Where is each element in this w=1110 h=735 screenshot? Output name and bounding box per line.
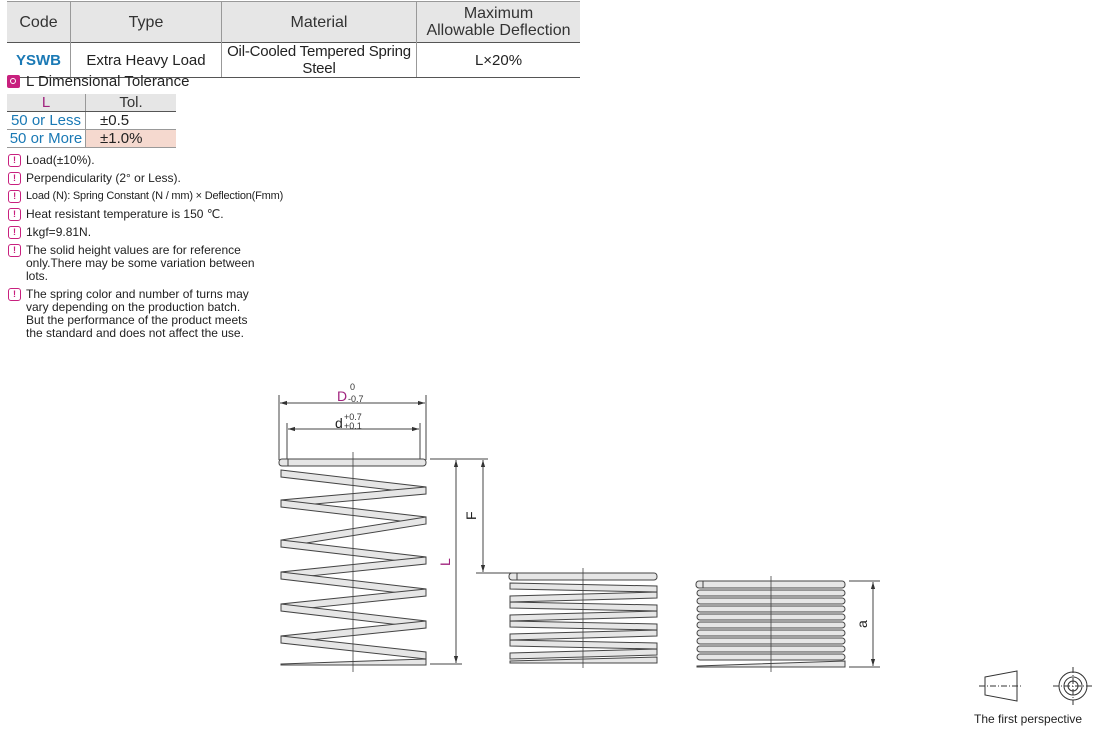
perspective-label: The first perspective — [974, 712, 1083, 726]
warning-icon: ! — [8, 190, 21, 203]
note-text: 1kgf=9.81N. — [26, 225, 92, 239]
note-text: Perpendicularity (2° or Less). — [26, 171, 181, 185]
inner-dim-symbol: d — [335, 415, 343, 431]
tol-value: ±1.0% — [86, 130, 177, 148]
code-value: YSWB — [7, 43, 71, 78]
label-a: a — [854, 620, 870, 628]
warning-icon: ! — [8, 208, 21, 221]
projection-symbol-icon — [979, 667, 1093, 705]
inner-dim-lower: +0.1 — [344, 421, 362, 431]
tolerance-title-text: L Dimensional Tolerance — [26, 73, 190, 90]
material-value: Oil-Cooled Tempered Spring Steel — [222, 43, 417, 78]
header-code: Code — [7, 2, 71, 43]
tol-header-tol: Tol. — [86, 94, 177, 112]
tol-header-l: L — [7, 94, 86, 112]
tol-l-value: 50 or Less — [7, 112, 86, 130]
warning-icon: ! — [8, 288, 21, 301]
note-text: The spring color and number of turns may vary depending on the production batch. But the performance of the product meets the standard and does not affect the use. — [26, 287, 249, 340]
note-text: Heat resistant temperature is 150 ℃. — [26, 207, 224, 221]
header-type: Type — [71, 2, 222, 43]
warning-icon: ! — [8, 172, 21, 185]
note-text: Load (N): Spring Constant (N / mm) × Deflection(Fmm) — [26, 190, 284, 202]
outer-dim-symbol: D — [337, 388, 348, 404]
spring-solid-view — [696, 576, 845, 672]
warning-icon: ! — [8, 244, 21, 257]
label-l: L — [437, 558, 453, 566]
inner-dim-upper: +0.7 — [344, 412, 362, 422]
tol-l-value: 50 or More — [7, 130, 86, 148]
warning-icon: ! — [8, 154, 21, 167]
label-f: F — [463, 511, 479, 520]
tol-value: ±0.5 — [86, 112, 177, 130]
type-value: Extra Heavy Load — [71, 43, 222, 78]
outer-dim-lower: -0.7 — [348, 394, 364, 404]
spring-compressed-view — [509, 568, 657, 668]
deflection-value: L×20% — [417, 43, 581, 78]
note-text: The solid height values are for reference only.There may be some variation between lots. — [26, 243, 255, 283]
note-text: Load(±10%). — [26, 153, 95, 167]
warning-icon: ! — [8, 226, 21, 239]
header-deflection: Maximum Allowable Deflection — [417, 2, 581, 43]
outer-dim-upper: 0 — [350, 382, 356, 392]
spring-free-view — [279, 395, 426, 672]
header-material: Material — [222, 2, 417, 43]
